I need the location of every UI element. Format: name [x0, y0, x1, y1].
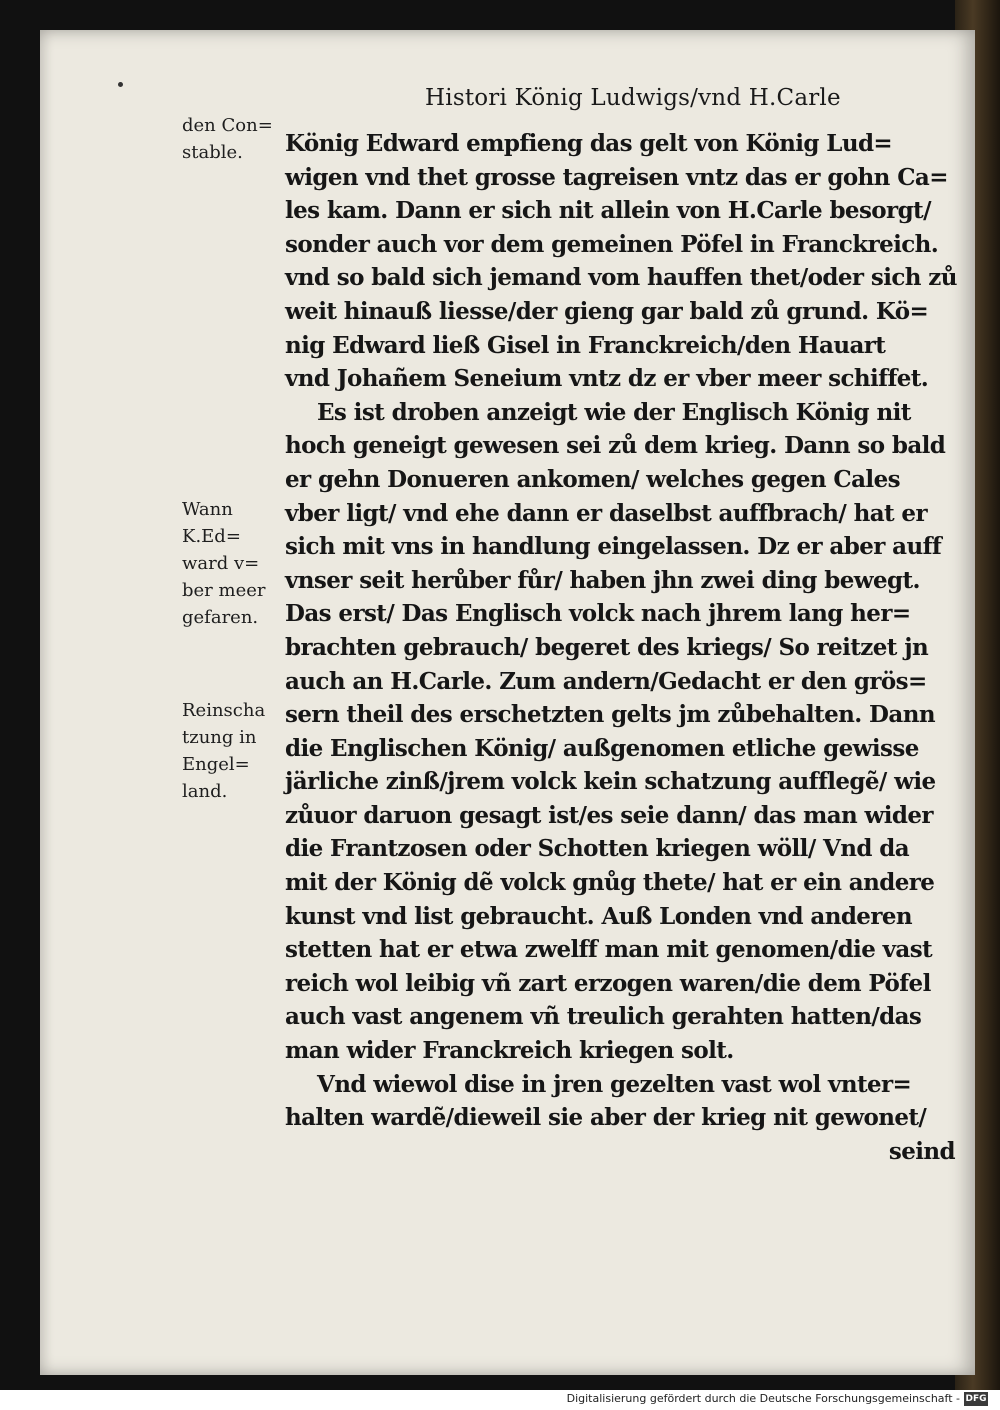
text-line: reich wol leibig vñ zart erzogen waren/die dem Pöfel	[285, 969, 931, 997]
text-line: nig Edward ließ Gisel in Franckreich/den Hauart	[285, 331, 886, 359]
text-line: wigen vnd thet grosse tagreisen vntz das er gohn Ca=	[285, 163, 948, 191]
text-line: man wider Franckreich kriegen solt.	[285, 1037, 734, 1065]
margin-note-line: ward v=	[182, 553, 260, 574]
text-line: weit hinauß liesse/der gieng gar bald zů grund. Kö=	[285, 297, 929, 325]
margin-note-line: den Con=	[182, 115, 273, 136]
text-line: hoch geneigt gewesen sei zů dem krieg. Dann so bald	[285, 432, 946, 460]
text-line: sich mit vns in handlung eingelassen. Dz er aber auff	[285, 533, 942, 561]
text-line: halten wardẽ/dieweil sie aber der krieg nit gewonet/	[285, 1104, 927, 1132]
margin-note-line: Wann	[182, 499, 233, 520]
text-line: Das erst/ Das Englisch volck nach jhrem lang her=	[285, 600, 911, 628]
text-line: mit der König dẽ volck gnůg thete/ hat er ein andere	[285, 869, 935, 897]
text-line: stetten hat er etwa zwelff man mit genomen/die vast	[285, 936, 933, 964]
text-line: järliche zinß/jrem volck kein schatzung aufflegẽ/ wie	[285, 768, 936, 796]
margin-note-line: tzung in	[182, 727, 257, 748]
text-line: vber ligt/ vnd ehe dann er daselbst auffbrach/ hat er	[285, 499, 927, 527]
running-head: Histori König Ludwigs/vnd H.Carle	[425, 85, 841, 111]
text-line: er gehn Donueren ankomen/ welches gegen Cales	[285, 465, 900, 493]
dfg-logo-icon: DFG	[965, 1394, 987, 1404]
margin-note-edward	[182, 496, 282, 631]
text-line: Es ist droben anzeigt wie der Englisch König nit	[317, 398, 911, 426]
text-line: les kam. Dann er sich nit allein von H.Carle besorgt/	[285, 197, 931, 225]
text-line: brachten gebrauch/ begeret des kriegs/ So reitzet jn	[285, 633, 929, 661]
text-line: vnd so bald sich jemand vom hauffen thet/oder sich zů	[285, 264, 957, 292]
footer-credit: Digitalisierung gefördert durch die Deutsche Forschungsgemeinschaft -	[566, 1392, 960, 1405]
text-line: die Frantzosen oder Schotten kriegen wöll/ Vnd da	[285, 835, 910, 863]
text-line: auch an H.Carle. Zum andern/Gedacht er den grös=	[285, 667, 927, 695]
margin-note-line: stable.	[182, 142, 243, 163]
margin-note-constable	[182, 112, 282, 166]
catchword: seind	[888, 1137, 955, 1165]
body-text	[285, 127, 975, 1168]
text-line: Vnd wiewol dise in jren gezelten vast wol vnter=	[317, 1070, 912, 1098]
text-line: die Englischen König/ außgenomen etliche gewisse	[285, 734, 919, 762]
margin-note-line: ber meer	[182, 580, 266, 601]
text-line: sern theil des erschetzten gelts jm zůbehalten. Dann	[285, 701, 935, 729]
ink-dot	[118, 82, 123, 87]
text-line: kunst vnd list gebraucht. Auß Londen vnd anderen	[285, 902, 913, 930]
margin-note-line: Reinscha	[182, 700, 266, 721]
text-line: zůuor daruon gesagt ist/es seie dann/ das man wider	[285, 801, 933, 829]
margin-note-line: gefaren.	[182, 607, 259, 628]
margin-note-reinschatzung	[182, 697, 282, 805]
footer-bar	[0, 1390, 1000, 1410]
margin-note-line: land.	[182, 781, 228, 802]
text-line: vnser seit herůber fůr/ haben jhn zwei ding bewegt.	[285, 566, 920, 594]
margin-note-line: K.Ed=	[182, 526, 241, 547]
text-line: sonder auch vor dem gemeinen Pöfel in Franckreich.	[285, 230, 939, 258]
text-line: vnd Johañem Seneium vntz dz er vber meer schiffet.	[285, 365, 929, 393]
text-line: auch vast angenem vñ treulich gerahten hatten/das	[285, 1003, 922, 1031]
margin-note-line: Engel=	[182, 754, 250, 775]
text-line: König Edward empfieng das gelt von König Lud=	[285, 130, 893, 157]
